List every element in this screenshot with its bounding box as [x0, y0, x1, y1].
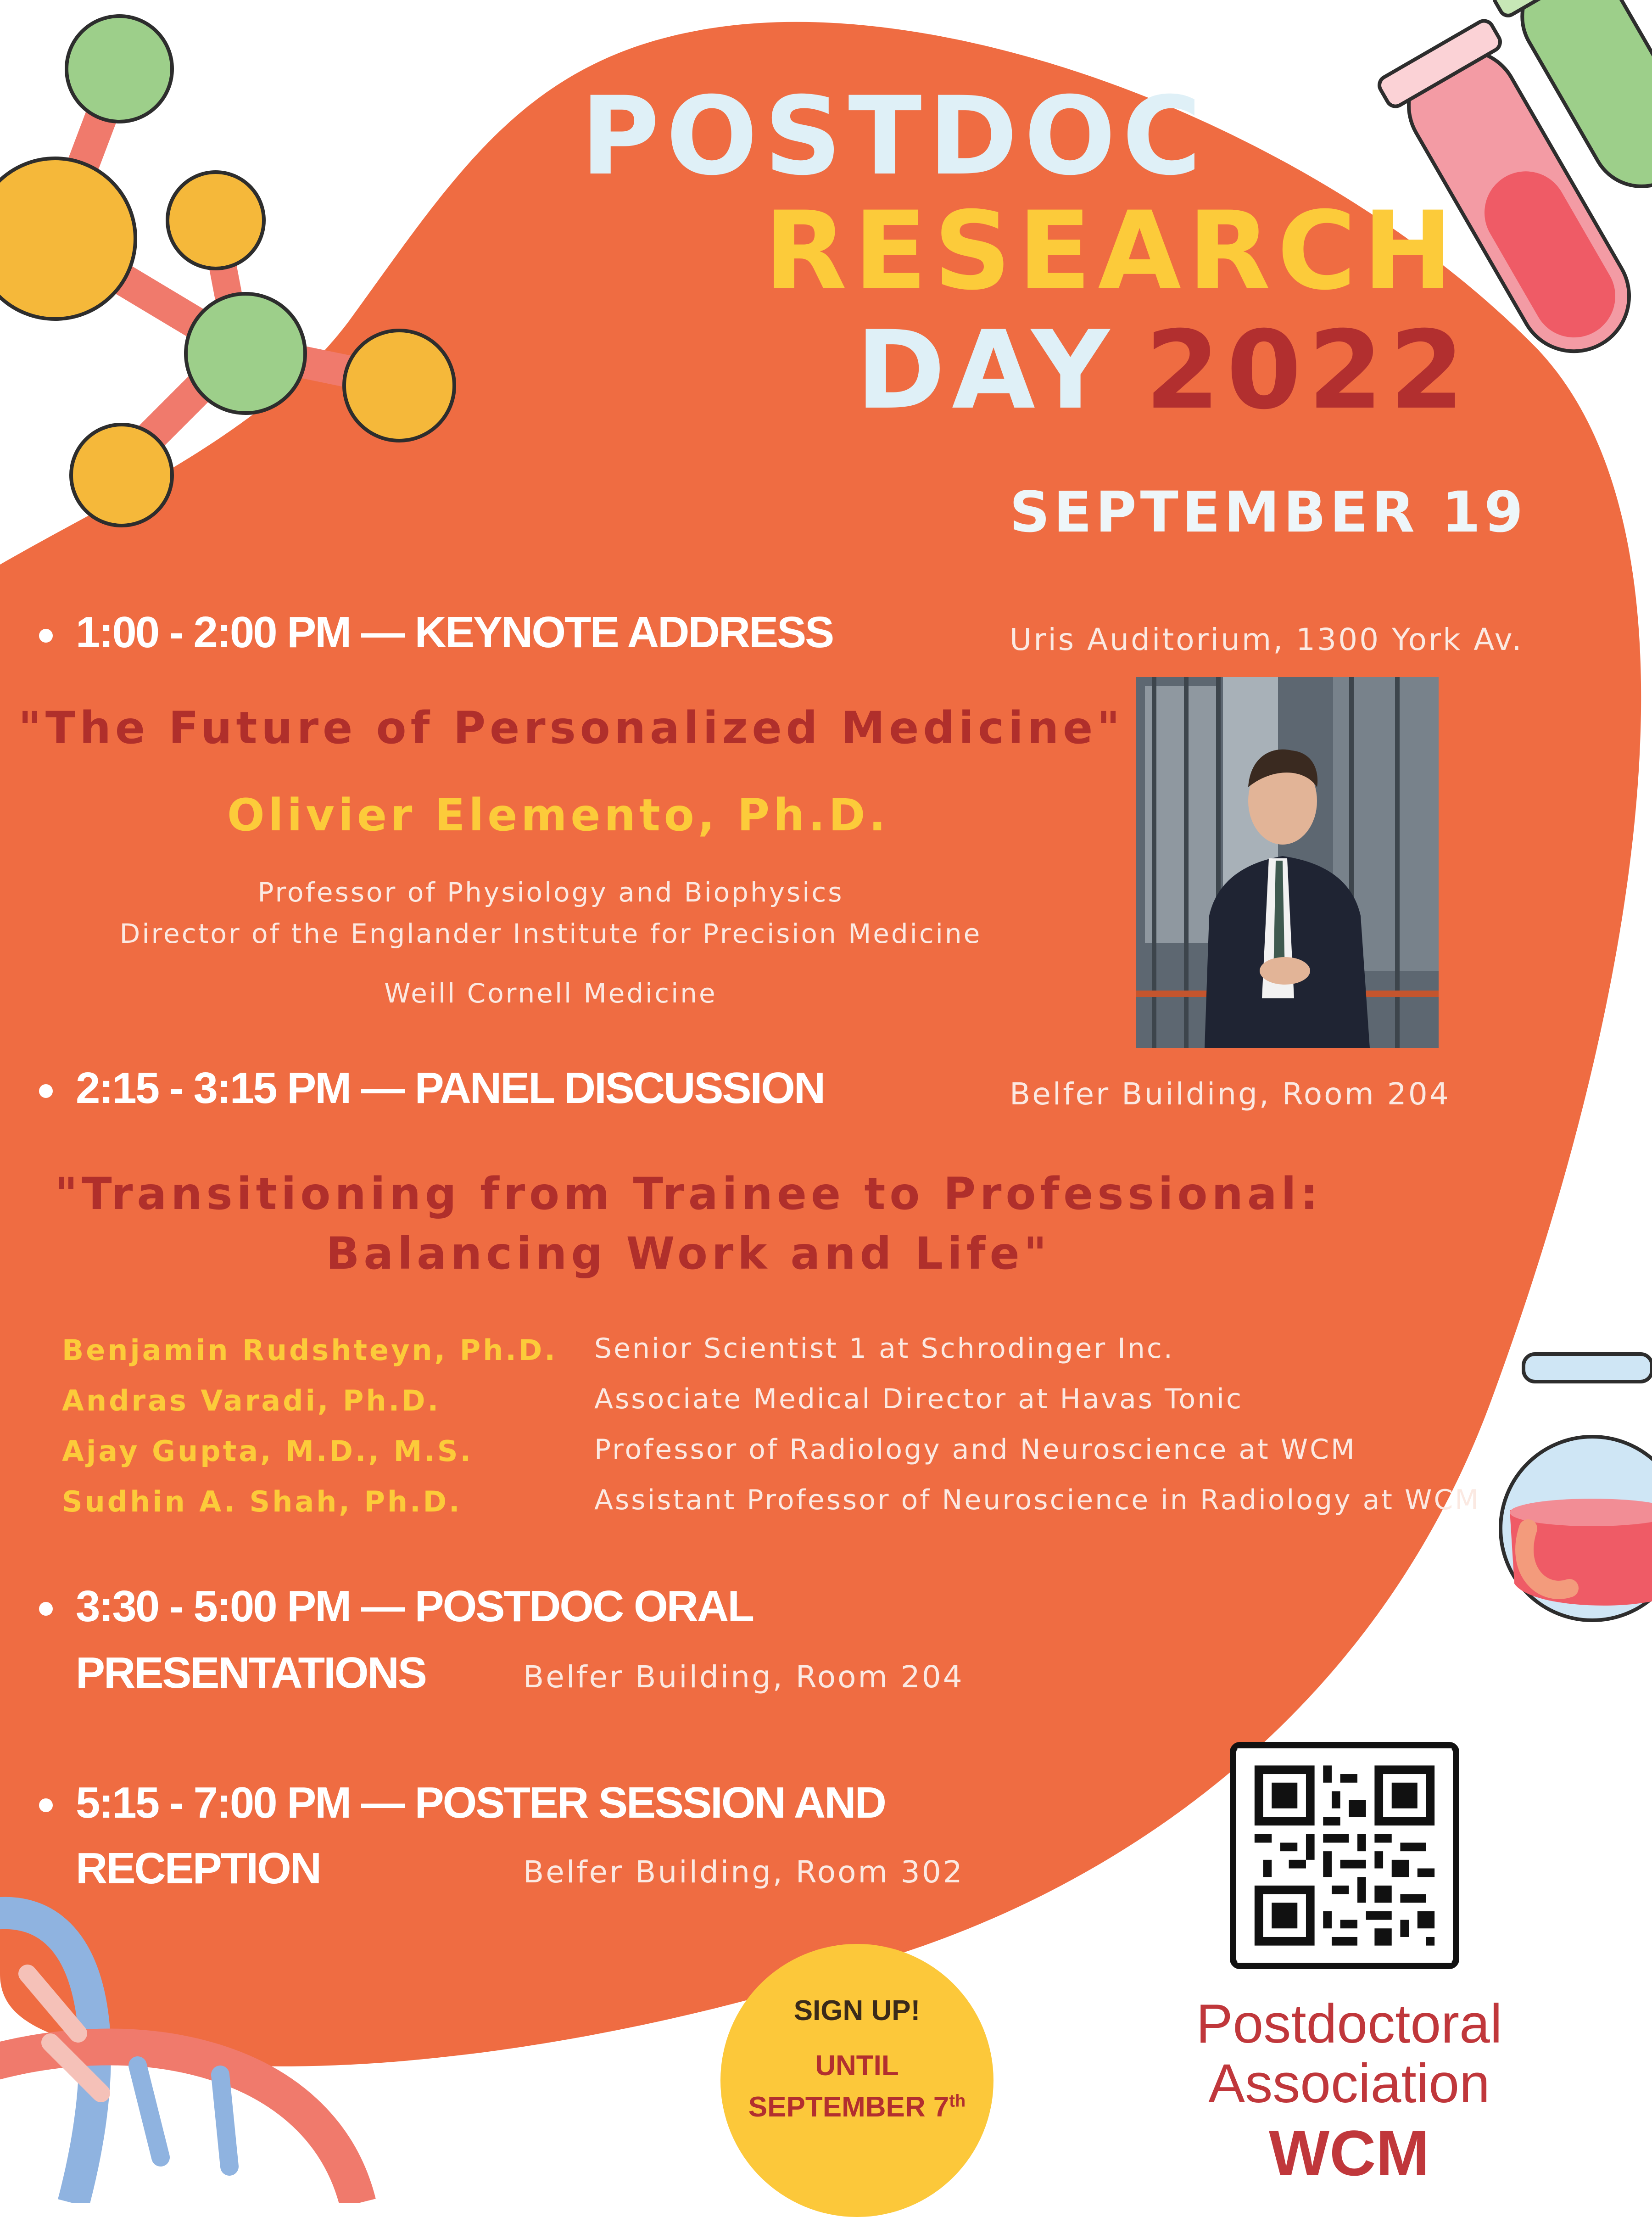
poster-heading-1: 5:15 - 7:00 PM — POSTER SESSION AND: [76, 1778, 885, 1827]
keynote-affiliation-2: Director of the Englander Institute for Precision Medicine: [119, 918, 982, 949]
title-year: 2022: [1145, 308, 1471, 433]
flask-icon: [1501, 1354, 1652, 1620]
panelist-role: Assistant Professor of Neuroscience in Radiology at WCM: [594, 1484, 1480, 1516]
panelist-name: Sudhin A. Shah, Ph.D.: [62, 1485, 462, 1518]
bullet-oral: [39, 1602, 53, 1616]
speaker-photo: [1136, 677, 1439, 1048]
oral-heading-1: 3:30 - 5:00 PM — POSTDOC ORAL: [76, 1582, 753, 1631]
oral-location: Belfer Building, Room 204: [523, 1659, 964, 1695]
panel-heading: 2:15 - 3:15 PM — PANEL DISCUSSION: [76, 1064, 825, 1113]
keynote-affiliation-3: Weill Cornell Medicine: [384, 978, 717, 1009]
panelist-role: Senior Scientist 1 at Schrodinger Inc.: [594, 1332, 1174, 1365]
panel-talk-title-2: Balancing Work and Life": [326, 1228, 1051, 1279]
keynote-speaker: Olivier Elemento, Ph.D.: [227, 789, 889, 841]
panelist-name: Andras Varadi, Ph.D.: [62, 1384, 441, 1417]
keynote-affiliation-1: Professor of Physiology and Biophysics: [257, 877, 844, 908]
bullet-panel: [39, 1084, 53, 1098]
event-date: SEPTEMBER 19: [1010, 480, 1527, 545]
bullet-keynote: [39, 629, 53, 643]
association-line-2: Association: [1208, 2053, 1490, 2114]
poster-heading-2: RECEPTION: [76, 1844, 321, 1893]
panel-location: Belfer Building, Room 204: [1010, 1076, 1451, 1112]
keynote-location: Uris Auditorium, 1300 York Av.: [1010, 622, 1524, 657]
panel-talk-title-1: "Transitioning from Trainee to Professional:: [55, 1168, 1322, 1220]
signup-until: UNTIL: [815, 2050, 899, 2082]
bullet-poster: [39, 1798, 53, 1812]
poster-location: Belfer Building, Room 302: [523, 1854, 964, 1890]
signup-qr-code[interactable]: [1230, 1742, 1459, 1969]
association-line-1: Postdoctoral: [1196, 1993, 1502, 2055]
signup-deadline: SEPTEMBER 7th: [748, 2091, 966, 2123]
association-line-3: WCM: [1269, 2117, 1429, 2189]
keynote-talk-title: "The Future of Personalized Medicine": [18, 702, 1124, 754]
title-line-postdoc: POSTDOC: [580, 74, 1208, 199]
panelist-name: Ajay Gupta, M.D., M.S.: [62, 1434, 474, 1468]
panelist-role: Professor of Radiology and Neuroscience at WCM: [594, 1433, 1356, 1466]
keynote-heading: 1:00 - 2:00 PM — KEYNOTE ADDRESS: [76, 608, 833, 657]
panelist-role: Associate Medical Director at Havas Tonic: [594, 1383, 1243, 1415]
signup-badge[interactable]: [720, 1944, 993, 2217]
title-line-research: RESEARCH: [764, 189, 1460, 314]
panelist-name: Benjamin Rudshteyn, Ph.D.: [62, 1333, 558, 1367]
title-line-day: DAY: [856, 308, 1116, 433]
signup-label: SIGN UP!: [793, 1995, 921, 2027]
oral-heading-2: PRESENTATIONS: [76, 1648, 426, 1697]
